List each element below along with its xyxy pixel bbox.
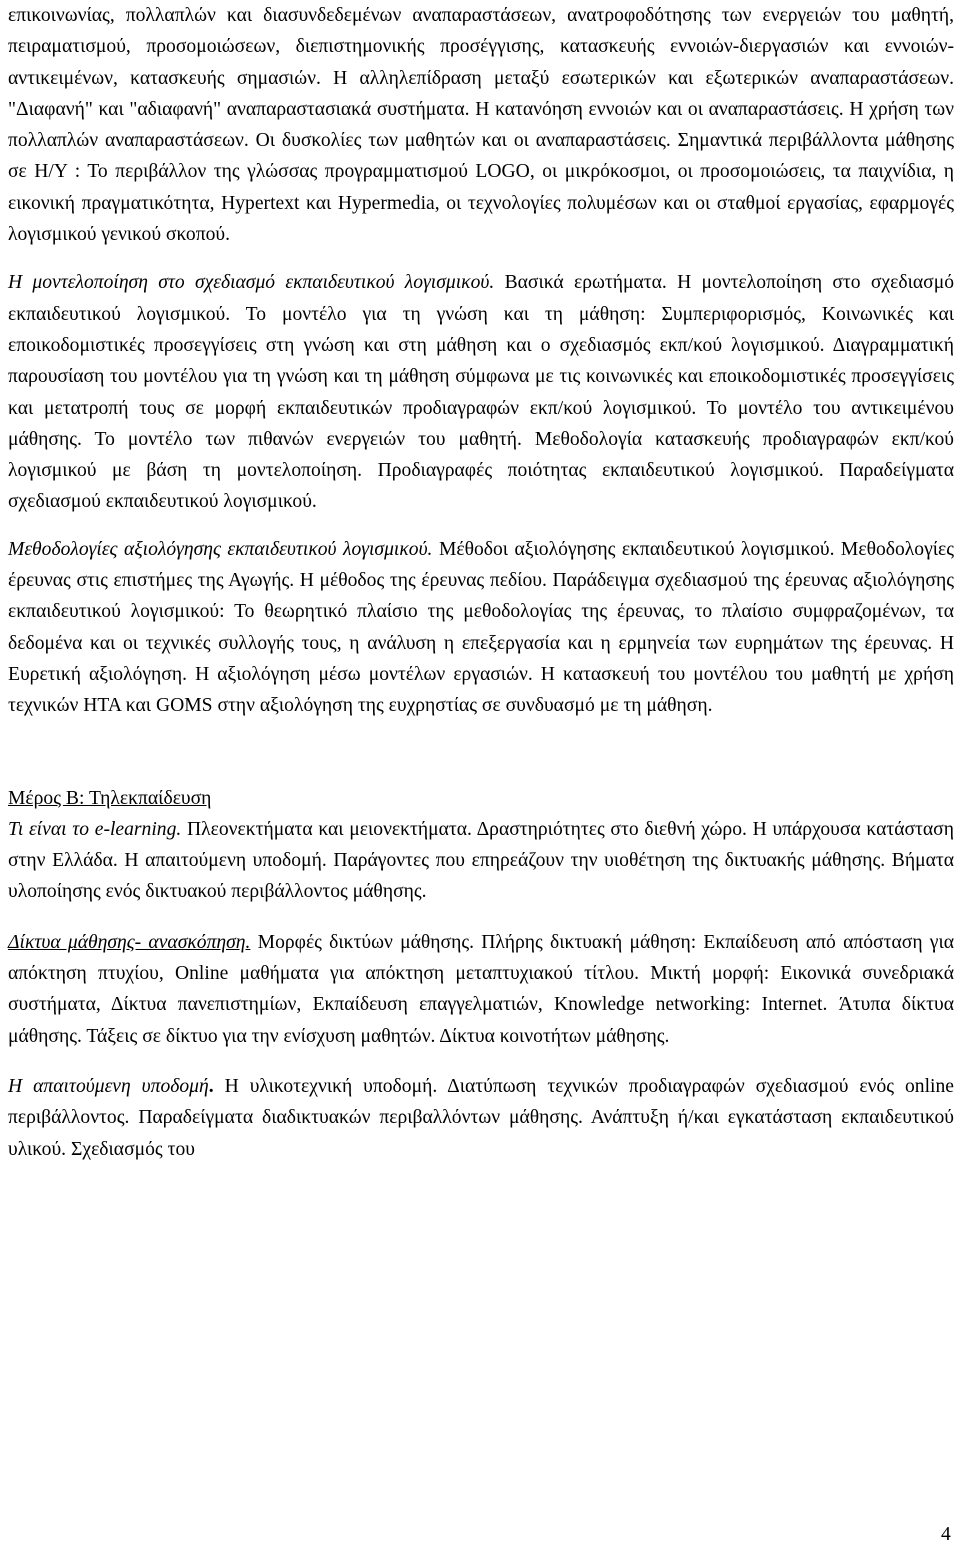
paragraph-representations: [8, 0, 954, 250]
paragraph-text: Μέθοδοι αξιολόγησης εκπαιδευτικού λογισμικού. Μεθοδολογίες έρευνας στις επιστήμες της Αγωγής. Η μέθοδος της έρευνας πεδίου. Παράδειγμα σχεδιασμού της έρευνας αξιολόγησης εκπαιδευτικού λογισμικού: Το θεωρητικό πλαίσιο της μεθοδολογίας της έρευνας, το πλαίσιο συμφραζομένων, τα δεδομένα και οι τεχνικές συλλογής τους, η ανάλυση η επεξεργασία και η ερμηνεία των ευρημάτων της έρευνας. Η Ευρετική αξιολόγηση. Η αξιολόγηση μέσω μοντέλων εργασιών. Η κατασκευή του μοντέλου του μαθητή με χρήση τεχνικών HTA και GOMS στην αξιολόγηση της ευχρηστίας σε συνδυασμό με τη μάθηση.: [8, 538, 954, 717]
section-heading-elearning: Τι είναι το e-learning.: [8, 818, 182, 840]
part-b-title-line: [8, 783, 954, 814]
paragraph-modeling: [8, 267, 954, 517]
paragraph-text: επικοινωνίας, πολλαπλών και διασυνδεδεμένων αναπαραστάσεων, ανατροφοδότησης των ενεργειών του μαθητή, πειραματισμού, προσομοιώσεων, διεπιστημονικής προσέγγισης, κατασκευής εννοιών-διεργασιών και εννοιών-αντικειμένων, κατασκευής σημασιών. Η αλληλεπίδραση μεταξύ εσωτερικών και εξωτερικών αναπαραστάσεων. "Διαφανή" και "αδιαφανή" αναπαραστασιακά συστήματα. Η κατανόηση εννοιών και οι αναπαραστάσεις. Η χρήση των πολλαπλών αναπαραστάσεων. Οι δυσκολίες των μαθητών και οι αναπαραστάσεις. Σημαντικά περιβάλλοντα μάθησης σε Η/Υ : Το περιβάλλον της γλώσσας προγραμματισμού LOGO, οι μικρόκοσμοι, οι προσομοιώσεις, τα παιχνίδια, η εικονική πραγματικότητα, Hypertext και Hypermedia, οι τεχνολογίες πολυμέσων και οι σταθμοί εργασίας, εφαρμογές λογισμικού γενικού σκοπού.: [8, 5, 954, 246]
paragraph-text: Η υλικοτεχνική υποδομή. Διατύπωση τεχνικών προδιαγραφών σχεδιασμού ενός online περιβάλλοντος. Παραδείγματα διαδικτυακών περιβαλλόντων μάθησης. Ανάπτυξη ή/και εγκατάσταση εκπαιδευτικού υλικού. Σχεδιασμός του: [8, 1075, 954, 1160]
paragraph-infrastructure: [8, 1071, 954, 1165]
part-b-title: Μέρος Β: Τηλεκπαίδευση: [8, 787, 212, 809]
paragraph-text: Μορφές δικτύων μάθησης. Πλήρης δικτυακή μάθηση: Εκπαίδευση από απόσταση για απόκτηση πτυχίου, Online μαθήματα για απόκτηση μεταπτυχιακού τίτλου. Μικτή μορφή: Εικονικά συνεδριακά συστήματα, Δίκτυα πανεπιστημίων, Εκπαίδευση επαγγελματιών, Knowledge networking: Internet. Άτυπα δίκτυα μάθησης. Τάξεις σε δίκτυο για την ενίσχυση μαθητών. Δίκτυα κοινοτήτων μάθησης.: [8, 931, 954, 1047]
heading-bold-period: .: [208, 1075, 214, 1097]
section-heading-infrastructure: Η απαιτούμενη υποδομή: [8, 1075, 209, 1097]
paragraph-evaluation: [8, 534, 954, 722]
paragraph-text: Βασικά ερωτήματα. Η μοντελοποίηση στο σχεδιασμό εκπαιδευτικού λογισμικού. Το μοντέλο για τη γνώση και τη μάθηση: Συμπεριφορισμός, Κοινωνικές και εποικοδομιστικές προσεγγίσεις στη γνώση και στη μάθηση και ο σχεδιασμός εκπ/κού λογισμικού. Διαγραμματική παρουσίαση του μοντέλου για τη γνώση και τη μάθηση σύμφωνα με τις κοινωνικές και εποικοδομιστικές προσεγγίσεις και μετατροπή τους σε μορφή εκπαιδευτικών προδιαγραφών εκπ/κού λογισμικού. Το μοντέλο του αντικειμένου μάθησης. Το μοντέλο των πιθανών ενεργειών του μαθητή. Μεθοδολογία κατασκευής προδιαγραφών εκπ/κού λογισμικού με βάση τη μοντελοποίηση. Προδιαγραφές ποιότητας εκπαιδευτικού λογισμικού. Παραδείγματα σχεδιασμού εκπαιδευτικού λογισμικού.: [8, 272, 954, 513]
page-number: 4: [941, 1524, 951, 1545]
section-heading-modeling: Η μοντελοποίηση στο σχεδιασμό εκπαιδευτικού λογισμικού.: [8, 272, 495, 294]
paragraph-text: Πλεονεκτήματα και μειονεκτήματα. Δραστηριότητες στο διεθνή χώρο. Η υπάρχουσα κατάσταση στην Ελλάδα. Η απαιτούμενη υποδομή. Παράγοντες που επηρεάζουν την υιοθέτηση της δικτυακής μάθησης. Βήματα υλοποίησης ενός δικτυακού περιβάλλοντος μάθησης.: [8, 818, 954, 903]
section-heading-evaluation: Μεθοδολογίες αξιολόγησης εκπαιδευτικού λογισμικού.: [8, 538, 433, 560]
paragraph-networks: [8, 927, 954, 1052]
section-heading-networks: Δίκτυα μάθησης- ανασκόπηση.: [8, 931, 251, 953]
paragraph-elearning: [8, 814, 954, 908]
